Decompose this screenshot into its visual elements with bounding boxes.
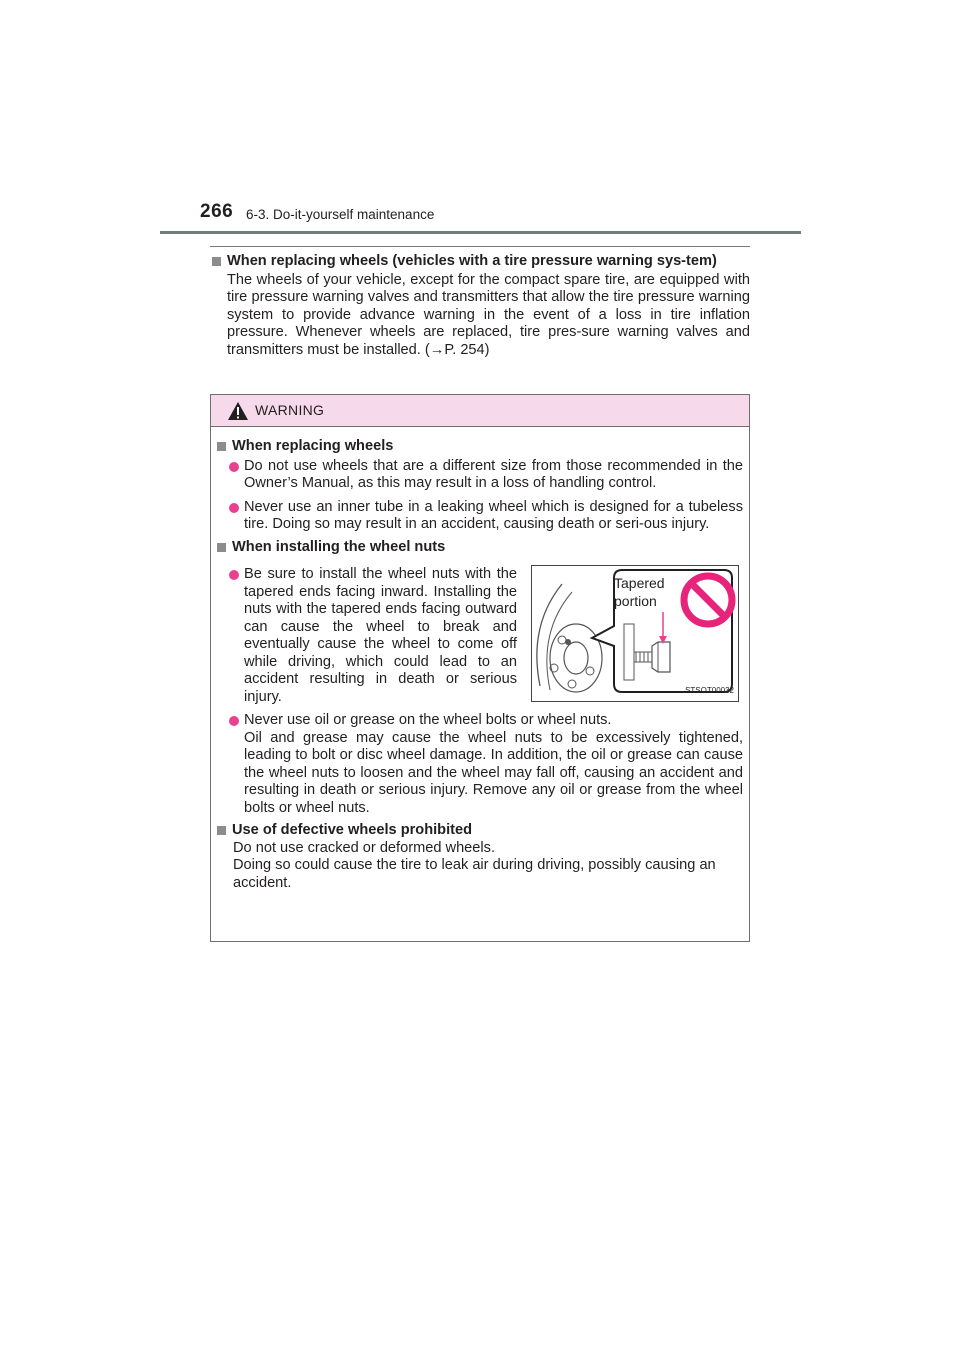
square-bullet-icon bbox=[217, 826, 226, 835]
page-number: 266 bbox=[200, 201, 234, 222]
intro-heading-text: When replacing wheels (vehicles with a tire pressure warning sys-tem) bbox=[227, 253, 717, 269]
square-bullet-icon bbox=[217, 543, 226, 552]
warning-section-heading bbox=[215, 539, 743, 557]
bullet-with-figure bbox=[215, 564, 743, 706]
warning-heading-text: When replacing wheels bbox=[232, 438, 394, 454]
intro-body: The wheels of your vehicle, except for the compact spare tire, are equipped with tire pressure warning valves and transmitters that allow the tire pressure warning system to provide advance warning in the event of a loss in tire inflation pressure. Whenever wheels are replaced, tire pres-sure warning valves and transmitters must be installed. (→P. 254) bbox=[227, 271, 750, 358]
warning-triangle-icon bbox=[227, 401, 249, 421]
intro-section bbox=[210, 253, 750, 359]
square-bullet-icon bbox=[212, 257, 221, 266]
figure-code: STSOT00032 bbox=[685, 685, 734, 695]
bullet-dot-icon bbox=[229, 570, 239, 580]
bullet-dot-icon bbox=[229, 716, 239, 726]
warning-header bbox=[211, 395, 749, 427]
top-rule bbox=[210, 246, 750, 247]
bullet-text: Do not use wheels that are a different size from those recommended in the Owner’s Manual, as this may result in a loss of handling control. bbox=[244, 457, 743, 491]
warning-box bbox=[210, 394, 750, 942]
intro-heading bbox=[210, 253, 750, 271]
section-title: 6-3. Do-it-yourself maintenance bbox=[246, 207, 435, 222]
warning-bullet bbox=[229, 566, 517, 706]
warning-bullet bbox=[229, 712, 743, 817]
bullet-text: Never use an inner tube in a leaking wheel which is designed for a tubeless tire. Doing so may result in an accident, causing death or seri-ous injury. bbox=[244, 498, 743, 532]
warning-bullet bbox=[229, 458, 743, 493]
bullet-text: Never use oil or grease on the wheel bolts or wheel nuts. Oil and grease may cause the wheel nuts to be excessively tightened, leading to bolt or disc wheel damage. In addition, the oil or grease can cause the wheel nuts to loosen and the wheel may fall off, causing an accident and resulting in death or serious injury. Remove any oil or grease from the wheel bolts or wheel nuts. bbox=[244, 712, 743, 816]
warning-heading-text: Use of defective wheels prohibited bbox=[232, 822, 473, 838]
warning-body bbox=[211, 427, 749, 892]
square-bullet-icon bbox=[217, 442, 226, 451]
wheel-nut-figure bbox=[531, 565, 739, 702]
figure-label-line2: portion bbox=[614, 593, 657, 609]
figure-label bbox=[614, 574, 665, 610]
bullet-text: Be sure to install the wheel nuts with the tapered ends facing inward. Installing the nuts with the tapered ends facing outward can cause the wheel to break and eventually cause the wheel to come off while driving, which could lead to an accident resulting in death or serious injury. bbox=[244, 566, 517, 705]
warning-section-heading bbox=[215, 438, 743, 456]
warning-section-heading bbox=[215, 822, 743, 840]
warning-label: WARNING bbox=[255, 402, 325, 418]
bullet-dot-icon bbox=[229, 503, 239, 513]
warning-bullet bbox=[229, 499, 743, 534]
header-rule bbox=[160, 231, 801, 234]
warning-plain-text: Do not use cracked or deformed wheels. Doing so could cause the tire to leak air during driving, possibly causing an accident. bbox=[233, 839, 716, 891]
bullet-dot-icon bbox=[229, 462, 239, 472]
warning-heading-text: When installing the wheel nuts bbox=[232, 538, 446, 555]
figure-label-line1: Tapered bbox=[614, 575, 665, 591]
